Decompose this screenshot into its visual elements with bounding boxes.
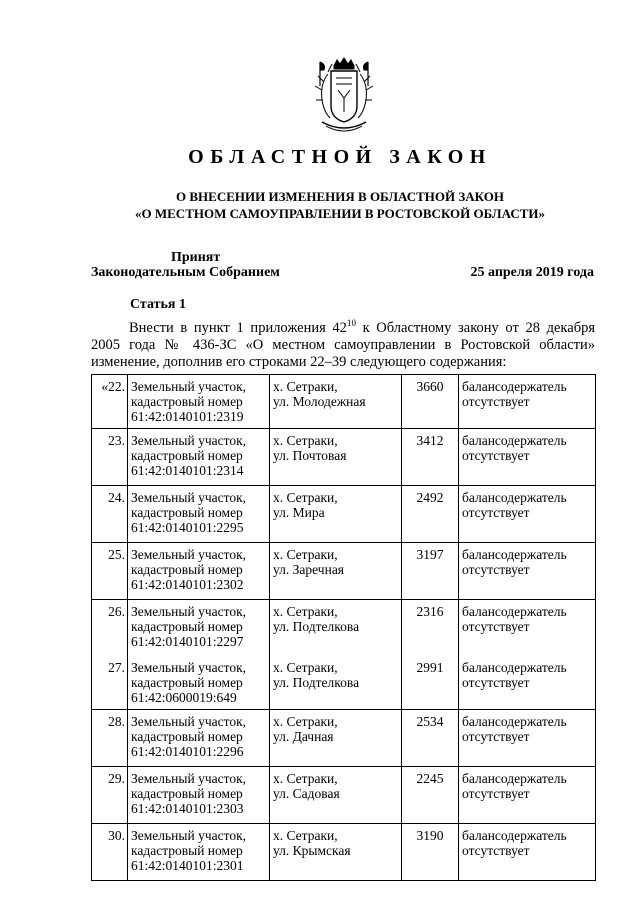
parcel-holder-line: отсутствует — [462, 448, 530, 463]
parcel-description-line: 61:42:0140101:2297 — [131, 634, 244, 649]
parcel-location — [270, 767, 402, 824]
parcel-location-line: х. Сетраки, — [273, 547, 338, 562]
law-subtitle-line-1: О ВНЕСЕНИИ ИЗМЕНЕНИЯ В ОБЛАСТНОЙ ЗАКОН — [176, 189, 504, 204]
parcel-description-line: Земельный участок, — [131, 604, 247, 619]
parcel-location-line: х. Сетраки, — [273, 604, 338, 619]
parcel-description — [128, 375, 270, 429]
parcel-location-line: ул. Молодежная — [273, 394, 366, 409]
parcel-holder-line: балансодержатель — [462, 714, 567, 729]
row-number: 26. — [92, 600, 128, 657]
parcel-description-line: 61:42:0140101:2302 — [131, 577, 244, 592]
parcel-holder-line: отсутствует — [462, 729, 530, 744]
parcel-description — [128, 600, 270, 657]
appendix-superscript: 10 — [346, 318, 356, 328]
table-row — [92, 710, 596, 767]
parcel-location — [270, 656, 402, 710]
parcel-holder — [459, 543, 596, 600]
parcel-location — [270, 543, 402, 600]
parcel-description-line: Земельный участок, — [131, 547, 247, 562]
parcel-holder — [459, 486, 596, 543]
parcel-location-line: ул. Мира — [273, 505, 325, 520]
parcel-holder-line: отсутствует — [462, 505, 530, 520]
parcel-location-line: х. Сетраки, — [273, 771, 338, 786]
parcel-location — [270, 824, 402, 881]
parcel-location-line: ул. Подтелкова — [273, 619, 360, 634]
parcel-description-line: 61:42:0140101:2295 — [131, 520, 244, 535]
parcel-holder-line: отсутствует — [462, 675, 530, 690]
parcel-description-line: Земельный участок, — [131, 490, 247, 505]
law-subtitle-line-2: «О МЕСТНОМ САМОУПРАВЛЕНИИ В РОСТОВСКОЙ ОБЛАСТИ» — [135, 206, 545, 221]
parcel-holder — [459, 824, 596, 881]
parcel-description-line: Земельный участок, — [131, 379, 247, 394]
parcel-holder — [459, 710, 596, 767]
parcel-description-line: Земельный участок, — [131, 660, 247, 675]
parcel-location-line: ул. Дачная — [273, 729, 334, 744]
land-parcels-table-body — [92, 375, 596, 881]
parcel-area: 2245 — [402, 767, 459, 824]
parcel-location — [270, 375, 402, 429]
parcel-description — [128, 710, 270, 767]
article-text-line-2: 2005 года № 436-ЗС «О местном самоуправлении в Ростовской области» — [91, 337, 595, 353]
parcel-description-line: Земельный участок, — [131, 771, 247, 786]
parcel-location — [270, 486, 402, 543]
parcel-holder-line: балансодержатель — [462, 771, 567, 786]
parcel-area: 2534 — [402, 710, 459, 767]
parcel-location-line: х. Сетраки, — [273, 714, 338, 729]
parcel-holder-line: балансодержатель — [462, 660, 567, 675]
parcel-location-line: х. Сетраки, — [273, 379, 338, 394]
law-title: ОБЛАСТНОЙ ЗАКОН — [188, 146, 492, 168]
parcel-location-line: ул. Подтелкова — [273, 675, 360, 690]
parcel-holder-line: балансодержатель — [462, 379, 567, 394]
parcel-description-line: 61:42:0600019:649 — [131, 690, 237, 705]
parcel-description-line: Земельный участок, — [131, 433, 247, 448]
parcel-holder-line: отсутствует — [462, 394, 530, 409]
parcel-description — [128, 824, 270, 881]
row-number: 24. — [92, 486, 128, 543]
parcel-area: 3197 — [402, 543, 459, 600]
table-row — [92, 824, 596, 881]
row-number: 23. — [92, 429, 128, 486]
table-row — [92, 486, 596, 543]
parcel-description-line: кадастровый номер — [131, 394, 243, 409]
parcel-holder — [459, 375, 596, 429]
parcel-location-line: х. Сетраки, — [273, 828, 338, 843]
article-text-line-1-end: к Областному закону от 28 декабря — [355, 320, 595, 336]
parcel-holder-line: отсутствует — [462, 843, 530, 858]
parcel-description-line: кадастровый номер — [131, 505, 243, 520]
parcel-location — [270, 710, 402, 767]
parcel-location-line: ул. Садовая — [273, 786, 340, 801]
parcel-description-line: кадастровый номер — [131, 786, 243, 801]
parcel-description-line: 61:42:0140101:2303 — [131, 801, 244, 816]
parcel-holder-line: балансодержатель — [462, 490, 567, 505]
parcel-description-line: кадастровый номер — [131, 619, 243, 634]
parcel-location-line: х. Сетраки, — [273, 433, 338, 448]
parcel-holder-line: балансодержатель — [462, 604, 567, 619]
parcel-holder-line: балансодержатель — [462, 828, 567, 843]
parcel-description-line: кадастровый номер — [131, 843, 243, 858]
parcel-area: 3660 — [402, 375, 459, 429]
table-row — [92, 429, 596, 486]
article-text-line-3: изменение, дополнив его строками 22–39 следующего содержания: — [91, 354, 507, 370]
article-heading: Статья 1 — [130, 297, 186, 312]
parcel-holder-line: балансодержатель — [462, 433, 567, 448]
land-parcels-table — [91, 374, 596, 881]
parcel-description-line: кадастровый номер — [131, 448, 243, 463]
accepted-label: Принят — [171, 250, 221, 265]
table-row — [92, 600, 596, 657]
row-number: 29. — [92, 767, 128, 824]
parcel-description-line: 61:42:0140101:2314 — [131, 463, 244, 478]
article-text — [91, 320, 595, 371]
parcel-description — [128, 543, 270, 600]
parcel-area: 2316 — [402, 600, 459, 657]
parcel-area: 2991 — [402, 656, 459, 710]
parcel-location-line: х. Сетраки, — [273, 490, 338, 505]
parcel-location — [270, 429, 402, 486]
parcel-description — [128, 656, 270, 710]
parcel-area: 3412 — [402, 429, 459, 486]
parcel-description-line: кадастровый номер — [131, 729, 243, 744]
parcel-description-line: 61:42:0140101:2319 — [131, 409, 244, 424]
parcel-holder-line: отсутствует — [462, 562, 530, 577]
parcel-holder — [459, 656, 596, 710]
parcel-location-line: х. Сетраки, — [273, 660, 338, 675]
parcel-holder — [459, 429, 596, 486]
parcel-holder-line: балансодержатель — [462, 547, 567, 562]
row-number: 27. — [92, 656, 128, 710]
parcel-area: 2492 — [402, 486, 459, 543]
parcel-description-line: 61:42:0140101:2296 — [131, 744, 244, 759]
row-number: «22. — [92, 375, 128, 429]
parcel-description-line: 61:42:0140101:2301 — [131, 858, 244, 873]
row-number: 28. — [92, 710, 128, 767]
article-text-line-1-start: Внести в пункт 1 приложения 42 — [129, 320, 347, 336]
article-text-line-1 — [91, 320, 595, 337]
table-row — [92, 543, 596, 600]
parcel-description — [128, 429, 270, 486]
parcel-holder — [459, 600, 596, 657]
parcel-description-line: кадастровый номер — [131, 675, 243, 690]
table-row — [92, 375, 596, 429]
row-number: 25. — [92, 543, 128, 600]
parcel-location — [270, 600, 402, 657]
parcel-description — [128, 486, 270, 543]
table-row — [92, 656, 596, 710]
table-row — [92, 767, 596, 824]
row-number: 30. — [92, 824, 128, 881]
parcel-location-line: ул. Заречная — [273, 562, 345, 577]
parcel-description-line: Земельный участок, — [131, 714, 247, 729]
adoption-date: 25 апреля 2019 года — [470, 265, 594, 280]
parcel-area: 3190 — [402, 824, 459, 881]
parcel-holder — [459, 767, 596, 824]
parcel-location-line: ул. Крымская — [273, 843, 351, 858]
parcel-description-line: кадастровый номер — [131, 562, 243, 577]
parcel-description — [128, 767, 270, 824]
parcel-holder-line: отсутствует — [462, 786, 530, 801]
parcel-location-line: ул. Почтовая — [273, 448, 347, 463]
parcel-description-line: Земельный участок, — [131, 828, 247, 843]
parcel-holder-line: отсутствует — [462, 619, 530, 634]
coat-of-arms-icon — [310, 56, 378, 138]
assembly-label: Законодательным Собранием — [91, 265, 280, 280]
